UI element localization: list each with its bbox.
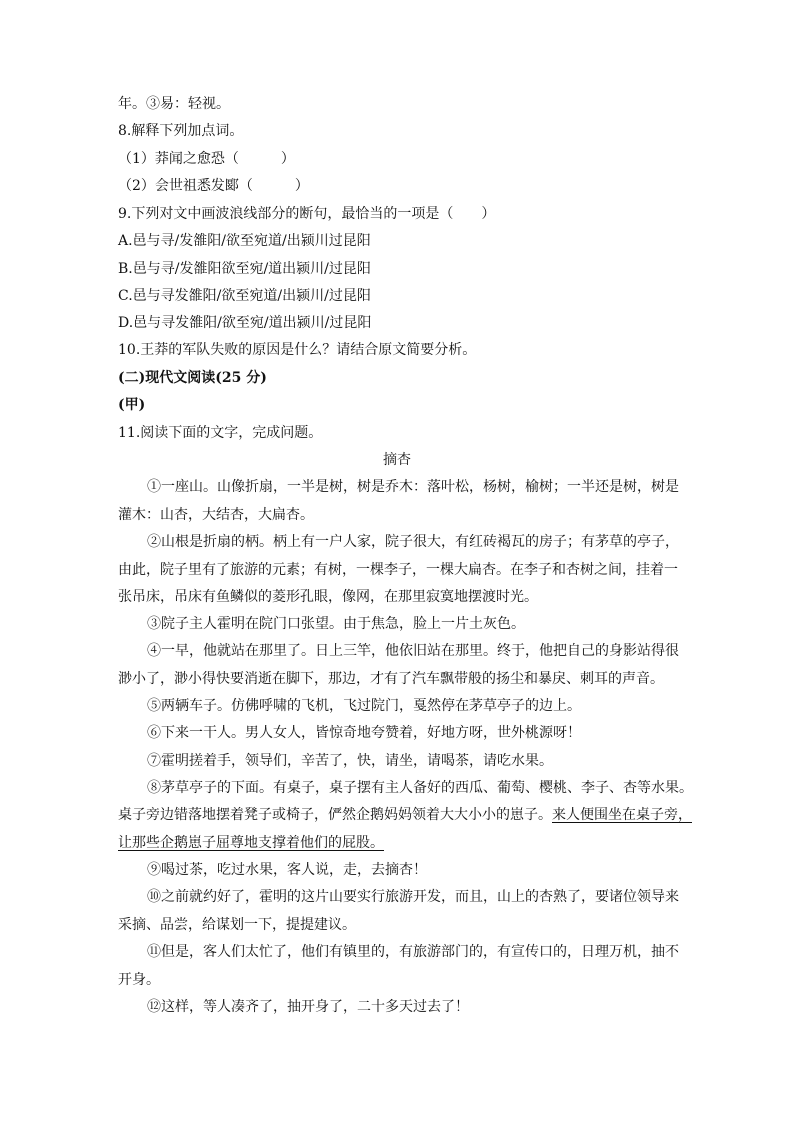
paragraph-12: ⑫这样，等人凑齐了，抽开身了，二十多天过去了！ — [147, 999, 469, 1015]
paragraph-9: ⑨喝过茶，吃过水果，客人说，走，去摘杏！ — [147, 862, 427, 878]
question-8: 8.解释下列加点词。 — [118, 123, 244, 139]
question-8-item-2: （2）会世祖悉发郾（ ） — [118, 178, 309, 194]
paragraph-5: ⑤两辆车子。仿佛呼啸的飞机，飞过院门，戛然停在茅草亭子的边上。 — [147, 698, 581, 714]
question-9: 9.下列对文中画波浪线部分的断句，最恰当的一项是（ ） — [118, 206, 496, 222]
paragraph-8-line-2 — [118, 806, 692, 824]
option-a: A.邑与寻/发雒阳/欲至宛道/出颍川过昆阳 — [118, 233, 371, 249]
question-8-item-1: （1）莽闻之愈恐（ ） — [118, 151, 295, 167]
paragraph-11-line-2: 开身。 — [118, 972, 160, 988]
underlined-sentence-end: 让那些企鹅崽子屈尊地支撑着他们的屁股。 — [118, 835, 384, 851]
question-11: 11.阅读下面的文字，完成问题。 — [118, 425, 323, 441]
article-title: 摘杏 — [383, 452, 411, 468]
paragraph-8-line-3 — [118, 834, 384, 852]
annotation-line: 年。③易：轻视。 — [118, 96, 230, 112]
paragraph-1-line-1: ①一座山。山像折扇，一半是树，树是乔木：落叶松，杨树，榆树；一半还是树，树是 — [147, 479, 679, 495]
paragraph-1-line-2: 灌木：山杏，大结杏，大扁杏。 — [118, 507, 314, 523]
paragraph-4-line-2: 渺小了，渺小得快要消逝在脚下，那边，才有了汽车飘带般的扬尘和暴戾、刺耳的声音。 — [118, 671, 664, 687]
paragraph-3: ③院子主人霍明在院门口张望。由于焦急，脸上一片土灰色。 — [147, 616, 525, 632]
subsection-heading: (甲) — [118, 397, 146, 413]
paragraph-6: ⑥下来一干人。男人女人，皆惊奇地夸赞着，好地方呀，世外桃源呀！ — [147, 725, 581, 741]
option-b: B.邑与寻/发雒阳欲至宛/道出颍川/过昆阳 — [118, 261, 371, 277]
section-heading: (二)现代文阅读(25 分) — [118, 370, 267, 386]
paragraph-10-line-2: 采摘、品尝，给谋划一下，提提建议。 — [118, 917, 356, 933]
paragraph-4-line-1: ④一早，他就站在那里了。日上三竿，他依旧站在那里。终于，他把自己的身影站得很 — [147, 643, 679, 659]
paragraph-2-line-1: ②山根是折扇的柄。柄上有一户人家，院子很大，有红砖褐瓦的房子；有茅草的亭子， — [147, 534, 679, 550]
paragraph-8-text: 桌子旁边错落地摆着凳子或椅子，俨然企鹅妈妈领着大大小小的崽子。 — [118, 807, 552, 823]
paragraph-10-line-1: ⑩之前就约好了，霍明的这片山要实行旅游开发，而且，山上的杏熟了，要诸位领导来 — [147, 889, 679, 905]
paragraph-2-line-3: 张吊床，吊床有鱼鳞似的菱形孔眼，像网，在那里寂寞地摆渡时光。 — [118, 589, 538, 605]
paragraph-11-line-1: ⑪但是，客人们太忙了，他们有镇里的，有旅游部门的，有宣传口的，日理万机，抽不 — [147, 944, 679, 960]
paragraph-8-line-1: ⑧茅草亭子的下面。有桌子，桌子摆有主人备好的西瓜、葡萄、樱桃、李子、杏等水果。 — [147, 780, 693, 796]
question-10: 10.王莽的军队失败的原因是什么？请结合原文简要分析。 — [118, 342, 477, 358]
paragraph-7: ⑦霍明搓着手，领导们，辛苦了，快，请坐，请喝茶，请吃水果。 — [147, 753, 553, 769]
option-d: D.邑与寻发雒阳/欲至宛/道出颍川/过昆阳 — [118, 315, 372, 331]
paragraph-2-line-2: 由此，院子里有了旅游的元素；有树，一棵李子，一棵大扁杏。在李子和杏树之间，挂着一 — [118, 562, 678, 578]
option-c: C.邑与寻发雒阳/欲至宛道/出颍川/过昆阳 — [118, 288, 371, 304]
underlined-sentence-start: 来人便围坐在桌子旁， — [552, 807, 692, 823]
